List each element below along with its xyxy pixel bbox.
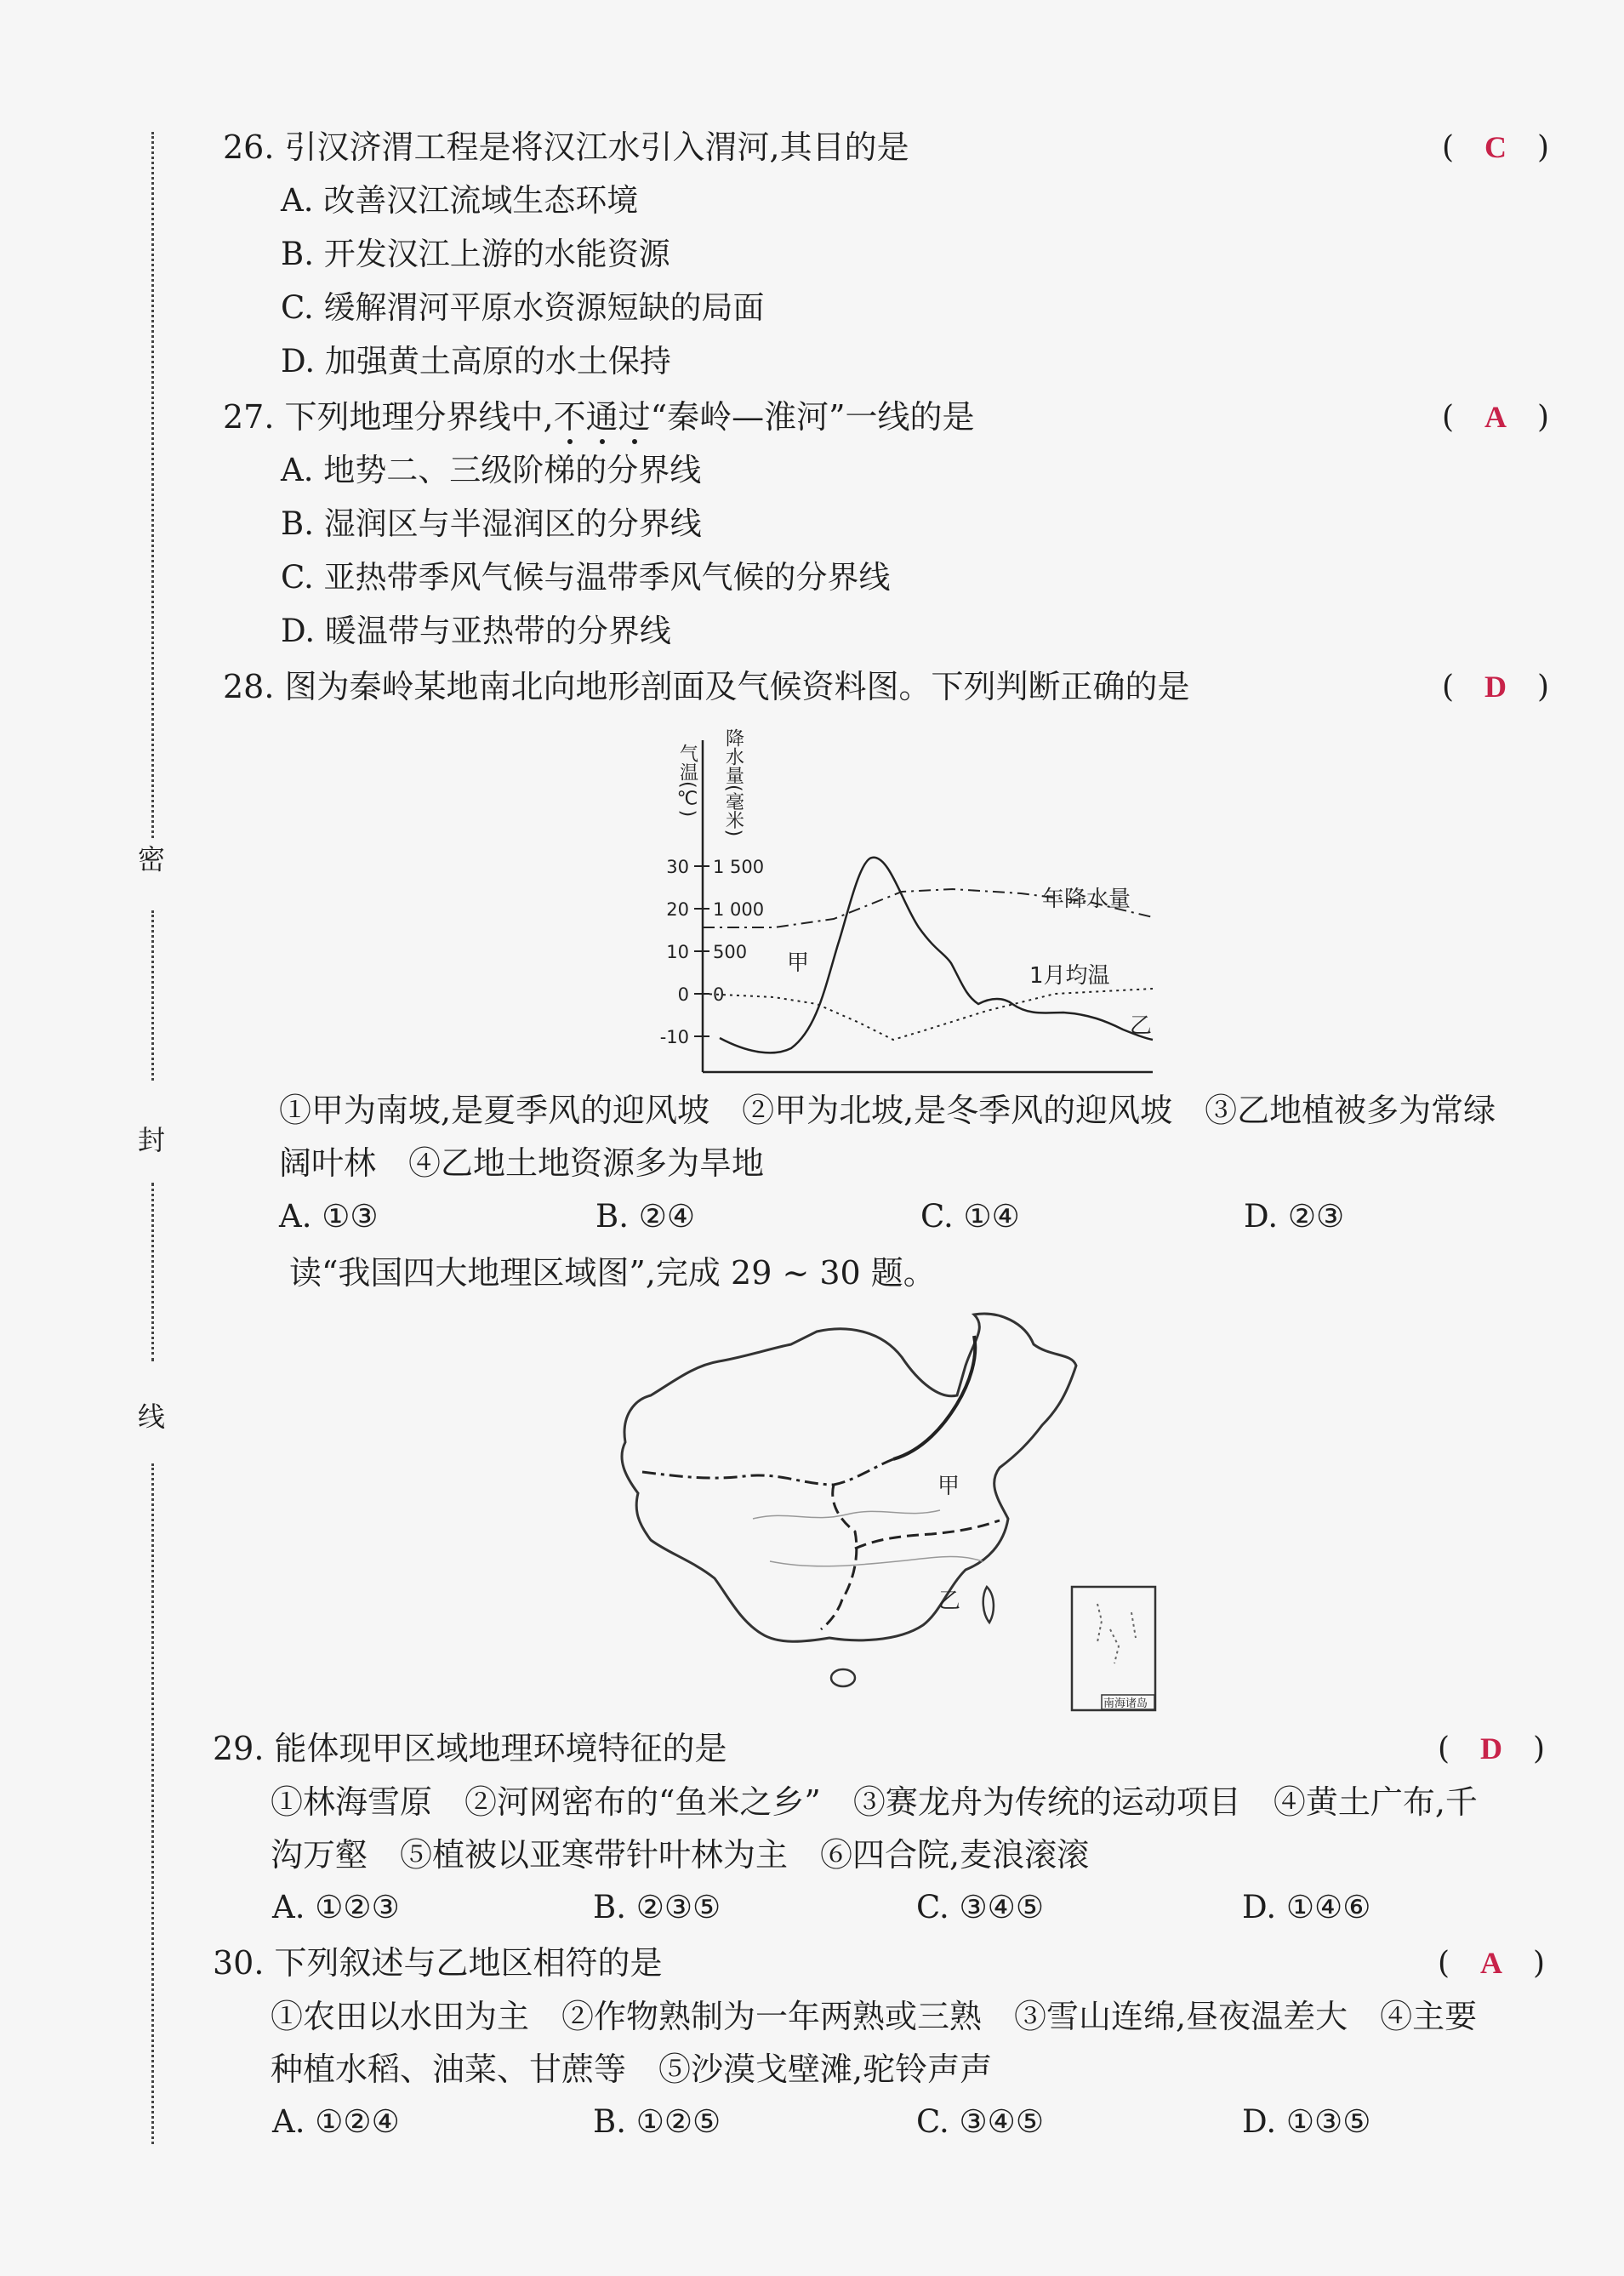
temp-tick-label: -10 <box>659 1027 689 1047</box>
temp-tick-label: 0 <box>677 984 689 1005</box>
binding-char-feng: 封 <box>138 1124 166 1156</box>
q28-option-c: C. ①④ <box>920 1198 1020 1235</box>
q28-answer-letter: D <box>1484 670 1507 704</box>
q27-option-c: C. 亚热带季风气候与温带季风气候的分界线 <box>281 559 891 596</box>
q29-option-b: B. ②③⑤ <box>593 1889 721 1925</box>
precip-tick-label: 1 000 <box>713 899 765 920</box>
label-yi: 乙 <box>1130 1013 1153 1039</box>
south-china-sea-inset <box>1072 1587 1155 1710</box>
q26-option-b: B. 开发汉江上游的水能资源 <box>281 236 670 272</box>
binding-dotted-line <box>151 1183 154 1361</box>
precip-axis-label: 降水量(毫米) <box>722 728 744 837</box>
binding-dotted-line <box>151 1463 154 2144</box>
precip-tick-label: 1 500 <box>713 857 765 877</box>
map-label-jia: 甲 <box>937 1474 960 1499</box>
q27-answer: ( A ) <box>1442 400 1550 435</box>
q27-option-a: A. 地势二、三级阶梯的分界线 <box>281 452 702 488</box>
temp-tick-label: 10 <box>666 942 689 962</box>
china-regions-map <box>600 1306 1170 1714</box>
temp-tick-label: 20 <box>666 899 689 920</box>
q26-option-c: C. 缓解渭河平原水资源短缺的局面 <box>281 289 765 326</box>
q29-stem: 29. 能体现甲区域地理环境特征的是 <box>213 1730 727 1767</box>
q30-answer-letter: A <box>1480 1946 1503 1980</box>
q30-statements-line2: 种植水稻、油菜、甘蔗等 ⑤沙漠戈壁滩,驼铃声声 <box>271 2051 993 2088</box>
q29-answer: ( D ) <box>1438 1731 1546 1766</box>
q30-answer: ( A ) <box>1438 1946 1546 1981</box>
q27-answer-letter: A <box>1484 400 1507 434</box>
q28-option-a: A. ①③ <box>279 1198 379 1235</box>
q26-option-a: A. 改善汉江流域生态环境 <box>281 182 639 219</box>
binding-dotted-line <box>151 132 154 838</box>
q26-stem: 26. 引汉济渭工程是将汉江水引入渭河,其目的是 <box>223 128 909 166</box>
map-label-yi: 乙 <box>938 1589 961 1614</box>
series-label-temp: 1月均温 <box>1029 963 1110 989</box>
q29-option-a: A. ①②③ <box>272 1889 400 1925</box>
binding-char-mi: 密 <box>138 843 166 876</box>
series-label-precip: 年降水量 <box>1042 887 1131 912</box>
q28-option-b: B. ②④ <box>595 1198 696 1235</box>
q26-answer: ( C ) <box>1442 130 1550 165</box>
q27-option-b: B. 湿润区与半湿润区的分界线 <box>281 505 702 542</box>
q28-statements-line2: 阔叶林 ④乙地土地资源多为旱地 <box>279 1144 765 1182</box>
q28-answer: ( D ) <box>1442 670 1550 704</box>
q27-emph-char: 不 <box>553 398 586 436</box>
q29-option-c: C. ③④⑤ <box>916 1889 1045 1925</box>
q30-option-a: A. ①②④ <box>272 2103 400 2140</box>
inset-label: 南海诸岛 <box>1103 1697 1148 1710</box>
q27-stem-pre: 27. 下列地理分界线中, <box>223 398 554 436</box>
q26-option-d: D. 加强黄土高原的水土保持 <box>281 343 671 379</box>
precip-tick-label: 0 <box>713 984 725 1005</box>
q30-option-b: B. ①②⑤ <box>593 2103 721 2140</box>
series-january-temperature <box>703 989 1153 1040</box>
q29-answer-letter: D <box>1480 1731 1503 1765</box>
q27-option-d: D. 暖温带与亚热带的分界线 <box>281 613 671 649</box>
q28-option-d: D. ②③ <box>1244 1198 1345 1235</box>
temp-axis-label: 气温(℃) <box>676 744 698 818</box>
q26-answer-letter: C <box>1484 130 1507 164</box>
label-jia: 甲 <box>787 950 810 976</box>
q30-statements-line1: ①农田以水田为主 ②作物熟制为一年两熟或三熟 ③雪山连绵,昼夜温差大 ④主要 <box>271 1998 1478 2035</box>
q29-option-d: D. ①④⑥ <box>1242 1889 1371 1925</box>
intro-text: 读“我国四大地理区域图”,完成 29 ~ 30 题。 <box>289 1254 936 1292</box>
q27-emph-char: 通 <box>585 398 618 436</box>
binding-char-xian: 线 <box>138 1400 166 1433</box>
q30-option-d: D. ①③⑤ <box>1242 2103 1371 2140</box>
q29-statements-line1: ①林海雪原 ②河网密布的“鱼米之乡” ③赛龙舟为传统的运动项目 ④黄土广布,千 <box>271 1783 1478 1821</box>
hainan-island <box>831 1669 855 1686</box>
q28-stem: 28. 图为秦岭某地南北向地形剖面及气候资料图。下列判断正确的是 <box>223 668 1190 705</box>
temp-tick-label: 30 <box>666 857 689 877</box>
qinling-profile-chart <box>659 723 1174 1081</box>
binding-dotted-line <box>151 910 154 1081</box>
precip-tick-label: 500 <box>713 942 748 962</box>
q30-option-c: C. ③④⑤ <box>916 2103 1045 2140</box>
inset-islands <box>1097 1604 1136 1663</box>
q27-stem-post: “秦岭—淮河”一线的是 <box>650 398 975 436</box>
taiwan-island <box>983 1587 994 1623</box>
q27-stem <box>223 397 975 436</box>
q28-statements-line1: ①甲为南坡,是夏季风的迎风坡 ②甲为北坡,是冬季风的迎风坡 ③乙地植被多为常绿 <box>279 1092 1496 1129</box>
q29-statements-line2: 沟万壑 ⑤植被以亚寒带针叶林为主 ⑥四合院,麦浪滚滚 <box>271 1836 1090 1874</box>
q27-emph-char: 过 <box>618 398 651 436</box>
q30-stem: 30. 下列叙述与乙地区相符的是 <box>213 1944 663 1982</box>
